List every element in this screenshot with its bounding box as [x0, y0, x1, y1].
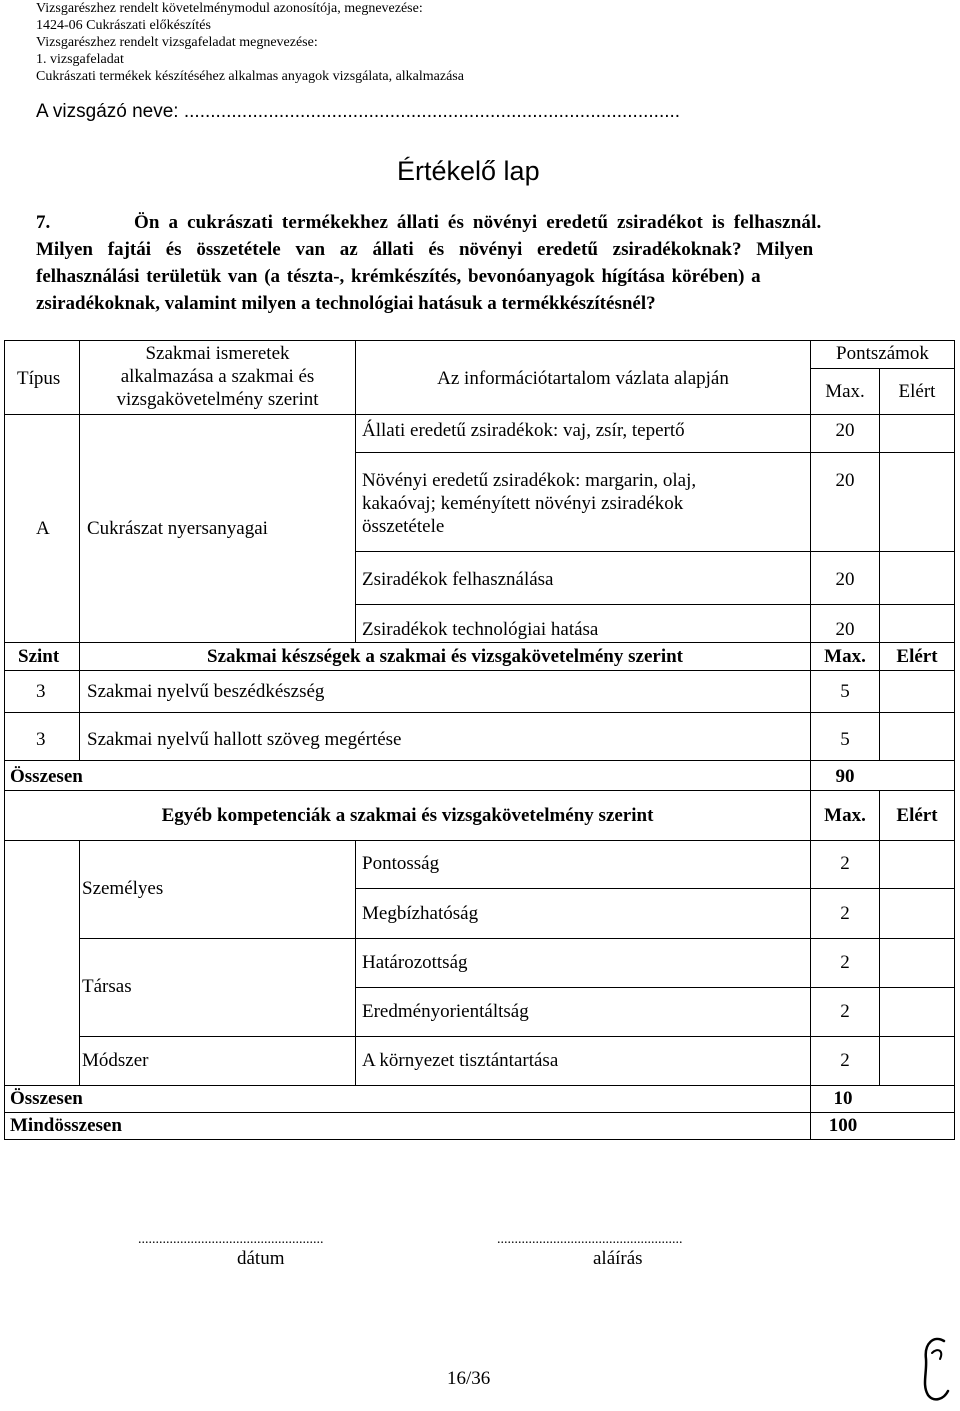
- question-line-3: felhasználási területük van (a tészta-, krémkészítés, bevonóanyagok hígítása körében) a: [36, 266, 761, 287]
- skills-max-header: Max.: [824, 646, 866, 667]
- col-points-header: Pontszámok: [836, 343, 929, 364]
- skill-max: 5: [840, 681, 850, 702]
- criterion-max: 20: [835, 619, 855, 640]
- section-a-label: Cukrászat nyersanyagai: [87, 518, 268, 539]
- col-knowledge-line: Szakmai ismeretek: [145, 343, 290, 364]
- competency-max: 2: [840, 903, 850, 924]
- header-task-label: Vizsgarészhez rendelt vizsgafeladat megnevezése:: [36, 35, 318, 50]
- page-number: 16/36: [447, 1368, 491, 1389]
- competency-group-personal: Személyes: [82, 878, 164, 899]
- col-max-header: Max.: [825, 381, 865, 402]
- header-task-name: Cukrászati termékek készítéséhez alkalmas anyagok vizsgálata, alkalmazása: [36, 69, 464, 84]
- col-level-header: Szint: [18, 646, 60, 667]
- col-type-header: Típus: [17, 368, 61, 389]
- grand-total-label: Mindösszesen: [10, 1115, 122, 1136]
- other-max-header: Max.: [824, 805, 866, 826]
- criterion-text-line: Növényi eredetű zsiradékok: margarin, olaj,: [362, 470, 697, 491]
- skill-level: 3: [36, 729, 46, 750]
- skills-heading: Szakmai készségek a szakmai és vizsgakövetelmény szerint: [207, 646, 683, 667]
- col-knowledge-header: [80, 342, 355, 411]
- competency-item: Eredményorientáltság: [362, 1001, 529, 1022]
- examinee-name-line: A vizsgázó neve: ..............................................................................................: [36, 101, 681, 122]
- col-knowledge-line: alkalmazása a szakmai és: [120, 366, 315, 387]
- question-number: 7.: [36, 212, 51, 233]
- section-type-a: A: [36, 518, 50, 539]
- handwritten-initial-mark: [918, 1333, 954, 1405]
- skill-max: 5: [840, 729, 850, 750]
- other-achieved-header: Elért: [896, 805, 938, 826]
- criterion-text: Állati eredetű zsiradékok: vaj, zsír, tepertő: [362, 420, 685, 441]
- criterion-text: Zsiradékok technológiai hatása: [362, 619, 599, 640]
- header-task-number: 1. vizsgafeladat: [36, 52, 124, 67]
- competency-max: 2: [840, 853, 850, 874]
- criterion-text-line: kakaóvaj; keményített növényi zsiradékok: [362, 493, 684, 514]
- criterion-max: 20: [835, 569, 855, 590]
- competency-item: A környezet tisztántartása: [362, 1050, 559, 1071]
- skills-achieved-header: Elért: [896, 646, 938, 667]
- page-title: Értékelő lap: [397, 156, 540, 186]
- other-total-label: Összesen: [10, 1088, 83, 1109]
- competency-max: 2: [840, 952, 850, 973]
- competency-item: Pontosság: [362, 853, 440, 874]
- date-label: dátum: [237, 1248, 285, 1269]
- date-signature-line: .....................................................: [138, 1232, 324, 1247]
- subtotal-label: Összesen: [10, 766, 83, 787]
- subtotal-value: 90: [835, 766, 855, 787]
- criterion-text: Zsiradékok felhasználása: [362, 569, 554, 590]
- question-line-2: Milyen fajtái és összetétele van az állati és növényi eredetű zsiradékoknak? Milyen: [36, 239, 814, 260]
- criterion-max: 20: [835, 420, 855, 441]
- header-module-label: Vizsgarészhez rendelt követelménymodul azonosítója, megnevezése:: [36, 1, 423, 16]
- skill-text: Szakmai nyelvű beszédkészség: [87, 681, 325, 702]
- skill-level: 3: [36, 681, 46, 702]
- competency-item: Határozottság: [362, 952, 468, 973]
- question-line-4: zsiradékoknak, valamint milyen a technológiai hatásuk a termékkészítésnél?: [36, 293, 656, 314]
- criterion-text-line: összetétele: [362, 516, 445, 537]
- signature-line: .....................................................: [497, 1232, 683, 1247]
- competency-max: 2: [840, 1050, 850, 1071]
- criterion-text: [362, 469, 696, 538]
- competency-max: 2: [840, 1001, 850, 1022]
- signature-label: aláírás: [593, 1248, 643, 1269]
- other-total-value: 10: [833, 1088, 853, 1109]
- grand-total-value: 100: [828, 1115, 858, 1136]
- header-module-name: 1424-06 Cukrászati előkészítés: [36, 18, 211, 33]
- col-achieved-header: Elért: [898, 381, 936, 402]
- col-knowledge-line: vizsgakövetelmény szerint: [116, 389, 319, 410]
- competency-group-method: Módszer: [82, 1050, 149, 1071]
- competency-group-social: Társas: [82, 976, 132, 997]
- skill-text: Szakmai nyelvű hallott szöveg megértése: [87, 729, 402, 750]
- question-line-1: Ön a cukrászati termékekhez állati és növényi eredetű zsiradékot is felhasznál.: [134, 212, 822, 233]
- col-info-header: Az információtartalom vázlata alapján: [437, 368, 729, 389]
- competency-item: Megbízhatóság: [362, 903, 479, 924]
- other-competencies-heading: Egyéb kompetenciák a szakmai és vizsgakövetelmény szerint: [161, 805, 654, 826]
- criterion-max: 20: [835, 470, 855, 491]
